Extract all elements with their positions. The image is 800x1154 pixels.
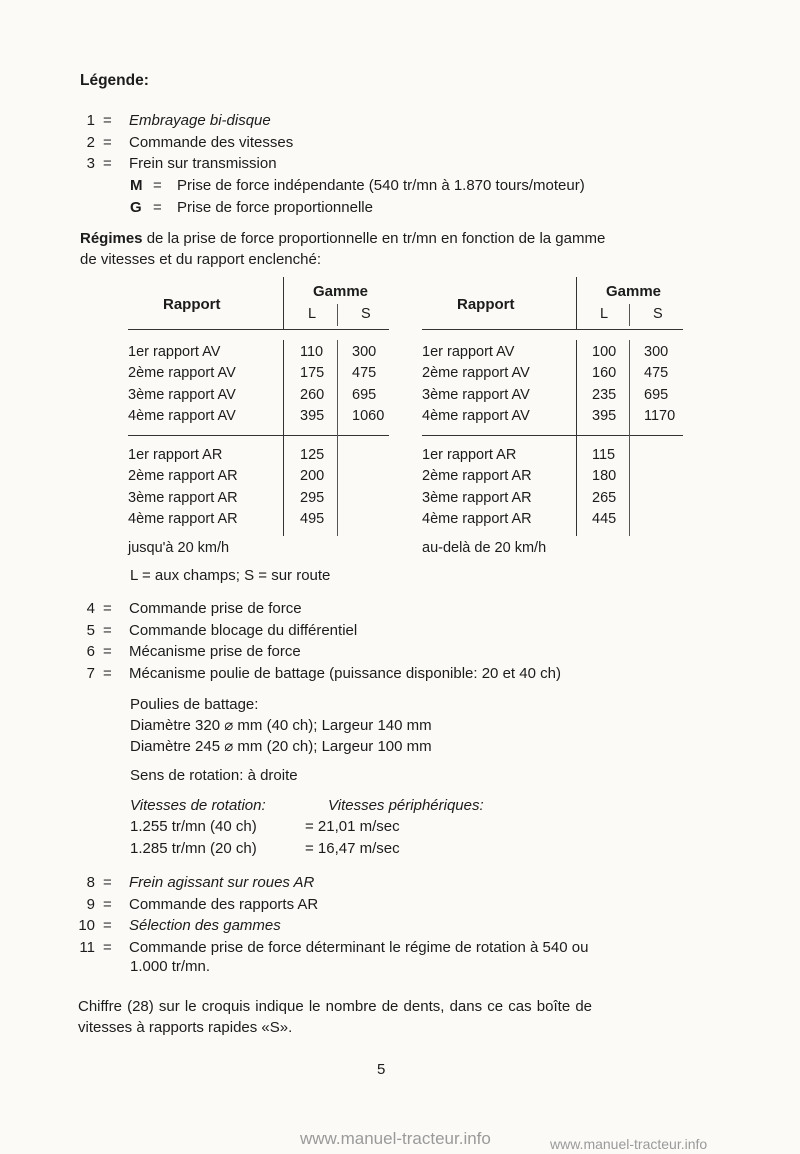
- equals-sign: =: [103, 938, 112, 956]
- item-number: 1: [86, 112, 95, 129]
- row-label: 2ème rapport AV: [422, 365, 530, 382]
- body-divider-ls: [337, 340, 338, 536]
- equals-sign: =: [153, 199, 162, 216]
- value-l: 265: [592, 489, 617, 506]
- value-l: 175: [300, 365, 325, 382]
- value-l: 495: [300, 510, 325, 527]
- equals-sign: =: [103, 917, 112, 934]
- poulies-header-peripheriques: Vitesses périphériques:: [328, 797, 484, 814]
- header-rule: [422, 329, 683, 330]
- body-divider-l: [576, 340, 577, 536]
- ls-note: L = aux champs; S = sur route: [130, 567, 331, 584]
- poulies-row1-left: 1.255 tr/mn (40 ch): [130, 818, 257, 835]
- item-11-continuation: 1.000 tr/mn.: [130, 958, 211, 975]
- value-s: 1060: [352, 407, 385, 424]
- regimes-paragraph-line1: [80, 230, 605, 247]
- value-l: 115: [592, 447, 616, 463]
- item-text: Frein sur transmission: [129, 155, 277, 172]
- value-l: 235: [592, 386, 617, 403]
- row-label: 1er rapport AR: [422, 447, 517, 463]
- gamme-divider: [283, 277, 284, 329]
- equals-sign: =: [103, 112, 112, 129]
- item-number: 10: [78, 917, 95, 934]
- equals-sign: =: [103, 643, 112, 661]
- item-number: 5: [86, 621, 95, 639]
- poulies-title: Poulies de battage:: [130, 696, 259, 713]
- item-text: Commande des vitesses: [129, 133, 294, 151]
- equals-sign: =: [103, 155, 112, 172]
- poulies-diametre-1: Diamètre 320 ⌀ mm (40 ch); Largeur 140 mm: [130, 717, 432, 734]
- sub-item-text: Prise de force indépendante (540 tr/mn à 1.870 tours/moteur): [177, 177, 585, 194]
- col-header-rapport: Rapport: [457, 296, 515, 313]
- equals-sign: =: [153, 177, 162, 194]
- row-label: 4ème rapport AV: [128, 407, 236, 424]
- item-number: 6: [86, 643, 95, 661]
- value-l: 100: [592, 344, 617, 360]
- item-text: Mécanisme poulie de battage (puissance disponible: 20 et 40 ch): [129, 665, 561, 683]
- col-header-gamme: Gamme: [606, 283, 662, 300]
- regimes-text: de la prise de force proportionnelle en tr/mn en fonction de la gamme: [142, 230, 606, 247]
- sub-item-letter: G: [130, 199, 142, 216]
- item-text: Commande blocage du différentiel: [129, 621, 358, 639]
- value-l: 395: [300, 407, 325, 424]
- item-text: Commande prise de force: [129, 600, 302, 617]
- item-number: 3: [86, 155, 95, 172]
- row-label: 2ème rapport AR: [422, 468, 532, 485]
- regimes-paragraph-line2: de vitesses et du rapport enclenché:: [80, 251, 321, 268]
- value-l: 125: [300, 447, 325, 463]
- value-l: 395: [592, 407, 617, 424]
- value-s: 300: [644, 344, 669, 360]
- value-s: 475: [644, 365, 669, 382]
- poulies-diametre-2: Diamètre 245 ⌀ mm (20 ch); Largeur 100 mm: [130, 738, 432, 755]
- value-l: 160: [592, 365, 617, 382]
- av-ar-rule: [128, 435, 389, 436]
- chiffre-paragraph-line1: Chiffre (28) sur le croquis indique le nombre de dents, dans ce cas boîte de: [78, 998, 593, 1015]
- legend-title: Légende:: [80, 72, 149, 89]
- item-text: Commande des rapports AR: [129, 895, 319, 913]
- row-label: 3ème rapport AR: [128, 489, 238, 506]
- row-label: 4ème rapport AV: [422, 407, 530, 424]
- poulies-row1-right: = 21,01 m/sec: [305, 818, 400, 835]
- item-number: 7: [86, 665, 95, 683]
- poulies-sens: Sens de rotation: à droite: [130, 767, 298, 784]
- item-number: 8: [86, 874, 95, 891]
- value-l: 260: [300, 386, 325, 403]
- row-label: 1er rapport AV: [128, 344, 221, 360]
- value-l: 110: [300, 344, 324, 360]
- gamme-divider: [576, 277, 577, 329]
- item-number: 11: [79, 938, 95, 956]
- watermark-left: www.manuel-tracteur.info: [300, 1129, 491, 1148]
- equals-sign: =: [103, 133, 112, 151]
- value-l: 445: [592, 510, 617, 527]
- col-header-s: S: [361, 306, 371, 322]
- item-text: Sélection des gammes: [129, 917, 281, 934]
- row-label: 2ème rapport AV: [128, 365, 236, 382]
- col-header-gamme: Gamme: [313, 283, 369, 300]
- value-l: 180: [592, 468, 617, 485]
- col-header-rapport: Rapport: [163, 296, 221, 313]
- equals-sign: =: [103, 665, 112, 683]
- sub-item-text: Prise de force proportionnelle: [177, 199, 373, 216]
- av-ar-rule: [422, 435, 683, 436]
- item-text: Frein agissant sur roues AR: [129, 874, 315, 891]
- value-s: 695: [352, 386, 377, 403]
- row-label: 4ème rapport AR: [128, 510, 238, 527]
- value-s: 300: [352, 344, 377, 360]
- item-number: 4: [86, 600, 95, 617]
- ls-divider-top: [337, 304, 338, 326]
- regimes-bold: Régimes: [80, 230, 143, 247]
- equals-sign: =: [103, 600, 112, 617]
- watermark-right: www.manuel-tracteur.info: [550, 1136, 708, 1152]
- value-l: 200: [300, 468, 325, 485]
- row-label: 2ème rapport AR: [128, 468, 238, 485]
- col-header-s: S: [653, 306, 663, 322]
- header-rule: [128, 329, 389, 330]
- item-text: Embrayage bi-disque: [129, 112, 271, 129]
- ls-divider-top: [629, 304, 630, 326]
- body-divider-l: [283, 340, 284, 536]
- item-text: Commande prise de force déterminant le régime de rotation à 540 ou: [129, 938, 589, 956]
- page-number: 5: [377, 1061, 386, 1078]
- table-footer: au-delà de 20 km/h: [422, 540, 547, 556]
- chiffre-paragraph-line2: vitesses à rapports rapides «S».: [78, 1019, 293, 1036]
- table-footer: jusqu'à 20 km/h: [128, 540, 230, 556]
- sub-item-letter: M: [130, 177, 143, 194]
- equals-sign: =: [103, 895, 112, 913]
- col-header-l: L: [308, 306, 317, 322]
- row-label: 1er rapport AV: [422, 344, 515, 360]
- equals-sign: =: [103, 621, 112, 639]
- row-label: 3ème rapport AV: [128, 386, 236, 403]
- equals-sign: =: [103, 874, 112, 891]
- item-text: Mécanisme prise de force: [129, 643, 301, 661]
- item-number: 9: [86, 895, 95, 913]
- poulies-row2-right: = 16,47 m/sec: [305, 840, 400, 857]
- value-l: 295: [300, 489, 325, 506]
- item-number: 2: [86, 133, 95, 151]
- col-header-l: L: [600, 306, 609, 322]
- row-label: 3ème rapport AR: [422, 489, 532, 506]
- row-label: 1er rapport AR: [128, 447, 223, 463]
- body-divider-ls: [629, 340, 630, 536]
- value-s: 695: [644, 386, 669, 403]
- row-label: 4ème rapport AR: [422, 510, 532, 527]
- poulies-row2-left: 1.285 tr/mn (20 ch): [130, 840, 257, 857]
- value-s: 475: [352, 365, 377, 382]
- value-s: 1170: [644, 407, 676, 424]
- poulies-header-rotation: Vitesses de rotation:: [130, 797, 266, 814]
- row-label: 3ème rapport AV: [422, 386, 530, 403]
